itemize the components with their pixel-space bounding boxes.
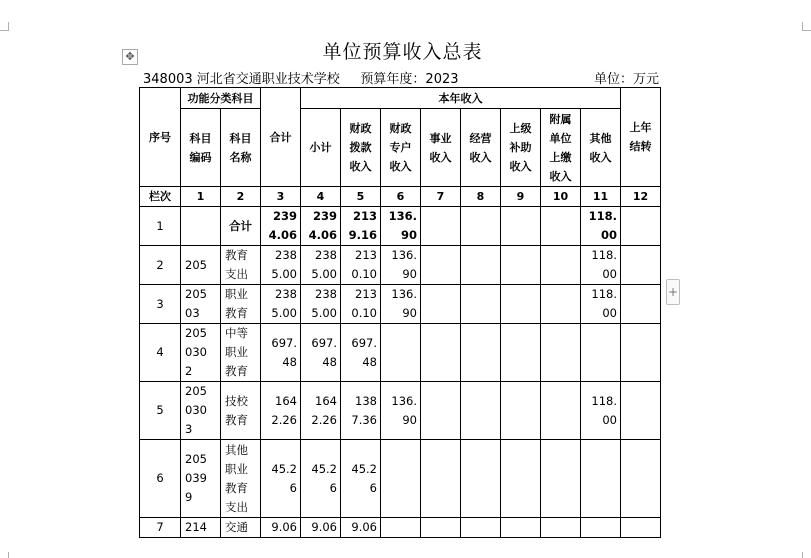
cell-seq-text: 1 — [156, 218, 164, 233]
cell-code-text: 214 — [185, 520, 207, 534]
header-seq[interactable]: 序号 — [140, 88, 181, 187]
cell-name-text: 其他职业教育支出 — [225, 442, 248, 514]
cell-subtotal-text: 2385.00 — [311, 287, 337, 320]
column-index-10[interactable]: 10 — [541, 187, 581, 207]
cell-total-text: 1642.26 — [271, 393, 297, 427]
cell-other-text: 118.00 — [591, 287, 617, 320]
cell-fiscal-text: 9.06 — [351, 520, 377, 534]
cell-name[interactable] — [221, 440, 261, 518]
cell-name-text: 技校教育 — [225, 393, 248, 427]
cell-seq[interactable] — [140, 246, 181, 285]
cell-business[interactable] — [421, 246, 461, 285]
column-index-label[interactable]: 栏次 — [140, 187, 181, 207]
page-corner-top-right — [802, 22, 811, 31]
header-func-group[interactable]: 功能分类科目 — [181, 88, 261, 109]
cell-special[interactable] — [381, 518, 421, 538]
cell-operating[interactable] — [461, 518, 501, 538]
cell-operating[interactable] — [461, 246, 501, 285]
cell-code[interactable] — [181, 324, 221, 382]
cell-total[interactable] — [261, 518, 301, 538]
cell-total[interactable] — [261, 440, 301, 518]
column-index-1[interactable]: 1 — [181, 187, 221, 207]
cell-special-text: 136.90 — [391, 248, 417, 281]
cell-fiscal[interactable] — [341, 285, 381, 324]
cell-business[interactable] — [421, 382, 461, 440]
cell-code-text: 2050303 — [185, 384, 207, 436]
column-index-3[interactable]: 3 — [261, 187, 301, 207]
cell-operating[interactable] — [461, 382, 501, 440]
cell-other-text: 118.00 — [591, 248, 617, 281]
cell-seq[interactable] — [140, 324, 181, 382]
table-row — [140, 440, 661, 518]
cell-fiscal[interactable] — [341, 382, 381, 440]
cell-affiliated[interactable] — [541, 324, 581, 382]
page-corner-top-left — [0, 22, 9, 31]
unit-info: 348003 河北省交通职业技术学校 预算年度：2023 — [143, 72, 459, 87]
cell-subtotal[interactable] — [301, 207, 341, 246]
cell-fiscal[interactable] — [341, 207, 381, 246]
cell-fiscal-text: 2130.10 — [351, 287, 377, 320]
table-row — [140, 207, 661, 246]
cell-seq[interactable] — [140, 207, 181, 246]
cell-code[interactable] — [181, 246, 221, 285]
column-index-4[interactable]: 4 — [301, 187, 341, 207]
cell-code-text: 205 — [185, 257, 207, 272]
cell-special[interactable] — [381, 207, 421, 246]
header-subtotal[interactable]: 小计 — [301, 109, 341, 187]
cell-business[interactable] — [421, 324, 461, 382]
cell-seq-text: 6 — [156, 471, 164, 485]
cell-total-text: 2385.00 — [271, 287, 297, 320]
column-index-row — [140, 187, 661, 207]
cell-superior[interactable] — [501, 207, 541, 246]
cell-carry[interactable] — [621, 382, 661, 440]
header-operating-income[interactable]: 经营收入 — [461, 109, 501, 187]
cell-name-text: 职业教育 — [225, 287, 248, 320]
cell-seq[interactable] — [140, 518, 181, 538]
cell-subtotal[interactable] — [301, 324, 341, 382]
cell-other[interactable] — [581, 440, 621, 518]
column-index-6[interactable]: 6 — [381, 187, 421, 207]
column-index-9[interactable]: 9 — [501, 187, 541, 207]
cell-total-text: 697.48 — [271, 335, 297, 369]
add-column-handle-icon[interactable]: + — [666, 279, 680, 305]
cell-total[interactable] — [261, 207, 301, 246]
cell-name[interactable] — [221, 285, 261, 324]
cell-other[interactable] — [581, 382, 621, 440]
cell-other[interactable] — [581, 207, 621, 246]
cell-name-text: 交通 — [225, 520, 248, 534]
table-row — [140, 246, 661, 285]
cell-seq-text: 4 — [156, 345, 164, 359]
cell-fiscal-text: 697.48 — [351, 335, 377, 369]
cell-code[interactable] — [181, 285, 221, 324]
cell-affiliated[interactable] — [541, 285, 581, 324]
cell-special[interactable] — [381, 285, 421, 324]
cell-carry[interactable] — [621, 440, 661, 518]
cell-code[interactable] — [181, 518, 221, 538]
cell-other[interactable] — [581, 324, 621, 382]
cell-carry[interactable] — [621, 324, 661, 382]
cell-fiscal-text: 45.26 — [351, 461, 377, 495]
cell-subtotal-text: 2394.06 — [308, 209, 337, 242]
cell-other[interactable] — [581, 246, 621, 285]
cell-seq-text: 2 — [156, 257, 164, 272]
cell-subtotal-text: 697.48 — [311, 335, 337, 369]
document-title: 单位预算收入总表 — [322, 41, 483, 63]
cell-seq[interactable] — [140, 285, 181, 324]
cell-special-text: 136.90 — [388, 209, 417, 242]
cell-subtotal[interactable] — [301, 382, 341, 440]
cell-subtotal[interactable] — [301, 518, 341, 538]
cell-other-text: 118.00 — [588, 209, 617, 242]
page-corner-bottom-left — [0, 552, 9, 558]
column-index-5[interactable]: 5 — [341, 187, 381, 207]
cell-fiscal-text: 2139.16 — [348, 209, 377, 242]
cell-total-text: 2385.00 — [271, 248, 297, 281]
cell-name[interactable] — [221, 246, 261, 285]
cell-special[interactable] — [381, 246, 421, 285]
cell-fiscal-text: 2130.10 — [351, 248, 377, 281]
cell-seq-text: 5 — [156, 403, 164, 417]
cell-seq-text: 7 — [156, 520, 164, 534]
header-fiscal-appropriation[interactable]: 财政拨款收入 — [341, 109, 381, 187]
table-row — [140, 324, 661, 382]
column-index-7[interactable]: 7 — [421, 187, 461, 207]
cell-other-text: 118.00 — [591, 393, 617, 427]
header-affiliated-income[interactable]: 附属单位上缴收入 — [541, 109, 581, 187]
cell-special-text: 136.90 — [391, 287, 417, 320]
cell-subtotal-text: 45.26 — [311, 461, 337, 495]
cell-seq[interactable] — [140, 440, 181, 518]
cell-total[interactable] — [261, 382, 301, 440]
cell-subtotal-text: 1642.26 — [311, 393, 337, 427]
cell-operating[interactable] — [461, 207, 501, 246]
cell-superior[interactable] — [501, 324, 541, 382]
cell-name[interactable] — [221, 324, 261, 382]
cell-other[interactable] — [581, 518, 621, 538]
cell-code-text: 2050399 — [185, 452, 207, 504]
cell-superior[interactable] — [501, 285, 541, 324]
cell-fiscal[interactable] — [341, 440, 381, 518]
cell-affiliated[interactable] — [541, 382, 581, 440]
cell-total[interactable] — [261, 246, 301, 285]
cell-total[interactable] — [261, 324, 301, 382]
cell-subtotal-text: 9.06 — [311, 520, 337, 534]
cell-special-text: 136.90 — [391, 393, 417, 427]
cell-special[interactable] — [381, 382, 421, 440]
cell-subtotal-text: 2385.00 — [311, 248, 337, 281]
cell-superior[interactable] — [501, 518, 541, 538]
cell-name-text: 合计 — [229, 218, 252, 233]
cell-subtotal[interactable] — [301, 246, 341, 285]
currency-unit: 单位：万元 — [593, 72, 659, 87]
cell-affiliated[interactable] — [541, 207, 581, 246]
cell-affiliated[interactable] — [541, 518, 581, 538]
cell-total-text: 45.26 — [271, 461, 297, 495]
cell-special[interactable] — [381, 440, 421, 518]
document-subtitle — [143, 68, 663, 86]
cell-subtotal[interactable] — [301, 285, 341, 324]
cell-fiscal-text: 1387.36 — [351, 393, 377, 427]
cell-operating[interactable] — [461, 324, 501, 382]
header-superior-subsidy[interactable]: 上级补助收入 — [501, 109, 541, 187]
cell-seq[interactable] — [140, 382, 181, 440]
cell-carry[interactable] — [621, 246, 661, 285]
cell-code[interactable] — [181, 207, 221, 246]
cell-name-text: 中等职业教育 — [225, 326, 248, 378]
cell-superior[interactable] — [501, 246, 541, 285]
cell-other[interactable] — [581, 285, 621, 324]
cell-business[interactable] — [421, 207, 461, 246]
budget-income-table[interactable] — [139, 87, 661, 538]
header-fiscal-special[interactable]: 财政专户收入 — [381, 109, 421, 187]
cell-carry[interactable] — [621, 518, 661, 538]
cell-fiscal[interactable] — [341, 246, 381, 285]
header-business-income[interactable]: 事业收入 — [421, 109, 461, 187]
cell-code[interactable] — [181, 382, 221, 440]
header-other-income[interactable]: 其他收入 — [581, 109, 621, 187]
cell-total[interactable] — [261, 285, 301, 324]
table-move-handle-icon[interactable]: ✥ — [122, 49, 138, 65]
cell-subtotal[interactable] — [301, 440, 341, 518]
cell-superior[interactable] — [501, 382, 541, 440]
cell-carry[interactable] — [621, 207, 661, 246]
cell-name-text: 教育支出 — [225, 248, 248, 281]
cell-operating[interactable] — [461, 285, 501, 324]
cell-superior[interactable] — [501, 440, 541, 518]
column-index-11[interactable]: 11 — [581, 187, 621, 207]
header-total[interactable]: 合计 — [261, 88, 301, 187]
header-carry-over[interactable]: 上年结转 — [621, 88, 661, 187]
cell-code-text: 20503 — [185, 287, 207, 320]
cell-business[interactable] — [421, 440, 461, 518]
cell-seq-text: 3 — [156, 296, 164, 311]
cell-name[interactable] — [221, 207, 261, 246]
cell-special[interactable] — [381, 324, 421, 382]
cell-total-text: 2394.06 — [268, 209, 297, 242]
cell-business[interactable] — [421, 518, 461, 538]
cell-code-text: 2050302 — [185, 326, 207, 378]
cell-fiscal[interactable] — [341, 518, 381, 538]
cell-total-text: 9.06 — [271, 520, 297, 534]
cell-affiliated[interactable] — [541, 246, 581, 285]
cell-affiliated[interactable] — [541, 440, 581, 518]
cell-name[interactable] — [221, 518, 261, 538]
cell-carry[interactable] — [621, 285, 661, 324]
table-row — [140, 518, 661, 538]
cell-business[interactable] — [421, 285, 461, 324]
page-corner-bottom-right — [802, 552, 811, 558]
header-subject-name[interactable]: 科目名称 — [221, 109, 261, 187]
table-row — [140, 382, 661, 440]
column-index-12[interactable]: 12 — [621, 187, 661, 207]
table-row — [140, 285, 661, 324]
cell-name[interactable] — [221, 382, 261, 440]
cell-operating[interactable] — [461, 440, 501, 518]
header-current-year-income[interactable]: 本年收入 — [301, 88, 621, 109]
cell-fiscal[interactable] — [341, 324, 381, 382]
column-index-2[interactable]: 2 — [221, 187, 261, 207]
cell-code[interactable] — [181, 440, 221, 518]
header-subject-code[interactable]: 科目编码 — [181, 109, 221, 187]
column-index-8[interactable]: 8 — [461, 187, 501, 207]
